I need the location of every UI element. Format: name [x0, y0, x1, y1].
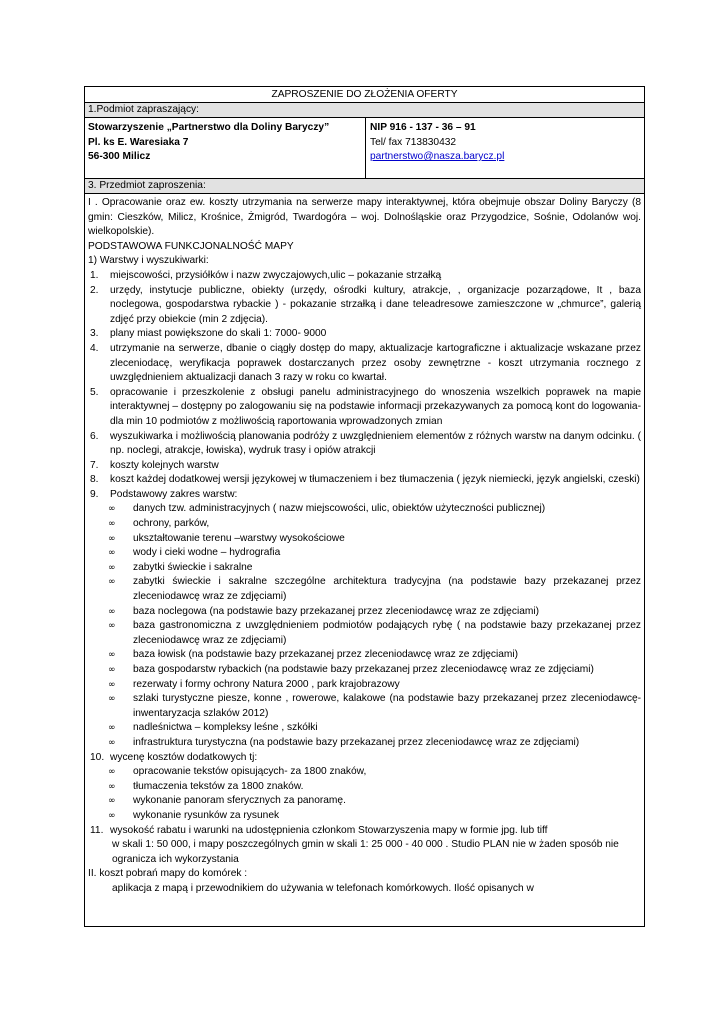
section-3-heading: 3. Przedmiot zaproszenia: — [85, 178, 644, 193]
list-number: 11. — [90, 824, 104, 836]
list-text: opracowanie i przeszkolenie z obsługi panelu administracyjnego do wnoszenia wszelkich poprawek na mapie interaktywnej – dostępny po zalogowaniu się na podstawie informacji przekazywanych za pomocą kont do logowania- dla min 10 podmiotów z możliwością raportowania wprowadzonych zmian — [110, 386, 641, 427]
list-item — [88, 459, 641, 474]
bullet-text: zabytki świeckie i sakralne — [133, 561, 253, 573]
bullet-text: tłumaczenia tekstów za 1800 znaków. — [133, 780, 304, 792]
org-street: Pl. ks E. Waresiaka 7 — [88, 136, 189, 148]
list-number: 10. — [90, 751, 105, 763]
contractor-details — [85, 117, 644, 178]
list-text: wysokość rabatu i warunki na udostępnienia członkom Stowarzyszenia mapy w formie jpg. lub tiff — [110, 824, 548, 836]
bullet-item — [88, 648, 641, 663]
list-text: koszty kolejnych warstw — [110, 459, 219, 471]
list-text: wycenę kosztów dodatkowych tj: — [110, 751, 258, 763]
bullet-text: danych tzw. administracyjnych ( nazw miejscowości, ulic, obiektów użyteczności publicznej) — [133, 503, 546, 515]
bullet-item — [88, 780, 641, 795]
offer-form-table — [84, 86, 645, 927]
email-link[interactable]: partnerstwo@nasza.barycz.pl — [370, 151, 505, 163]
infinity-bullet-icon: ∞ — [108, 562, 116, 573]
list-number: 4. — [90, 342, 99, 354]
list-item — [88, 269, 641, 284]
list-number: 7. — [90, 459, 99, 471]
list-text: utrzymanie na serwerze, dbanie o ciągły dostęp do mapy, aktualizacje kartograficzne i aktualizacje wskazane przez zleceniodacę, weryfikacja poprawek dostarczanych przez osoby zewnętrzne - koszt utrzymania rocznego z uwzględnieniem aktualizacji danach 3 razy w roku co kwartał. — [110, 342, 641, 384]
bullet-text: rezerwaty i formy ochrony Natura 2000 , park krajobrazowy — [133, 678, 400, 690]
infinity-bullet-icon: ∞ — [108, 723, 116, 734]
infinity-bullet-icon: ∞ — [108, 606, 116, 617]
bullet-text: zabytki świeckie i sakralne szczególne architektura tradycyjna (na podstawie bazy przekazanej przez zleceniodawcę wraz ze zdjęciami) — [133, 576, 641, 603]
section-1-heading: 1.Podmiot zapraszający: — [85, 102, 644, 117]
list-item — [88, 430, 641, 459]
list-number: 6. — [90, 430, 99, 442]
bullet-text: baza gospodarstw rybackich (na podstawie bazy przekazanej przez zleceniodawcę wraz ze zdjęciami) — [133, 664, 594, 675]
bullet-text: baza gastronomiczna z uwzględnieniem podmiotów podających rybę ( na podstawie bazy przekazanej przez zleceniodawcę wraz ze zdjęciami) — [133, 620, 641, 646]
bullet-text: nadleśnictwa – kompleksy leśne , szkółki — [133, 722, 318, 734]
part-2-text: aplikacja z mapą i przewodnikiem do używania w telefonach komórkowych. Ilość opisanych w — [112, 882, 534, 894]
bullet-item — [88, 619, 641, 648]
list-item-11 — [88, 824, 641, 839]
list-text: koszt każdej dodatkowej wersji językowej w tłumaczeniem i bez tłumaczenia ( język niemiecki, język angielski, czeski) — [110, 474, 640, 486]
infinity-bullet-icon: ∞ — [108, 767, 116, 778]
infinity-bullet-icon: ∞ — [108, 679, 116, 690]
item-11-continuation: w skali 1: 50 000, i mapy poszczególnych gmin w skali 1: 25 000 - 40 000 . Studio PLAN nie w żaden sposób nie ogranicza ich wykorzystania — [112, 839, 619, 865]
org-city: 56-300 Milicz — [88, 151, 151, 163]
phone-fax: Tel/ fax 713830432 — [370, 136, 457, 148]
bullet-item — [88, 517, 641, 532]
list-item — [88, 327, 641, 342]
list-number: 9. — [90, 488, 99, 500]
bullet-item — [88, 809, 641, 824]
infinity-bullet-icon: ∞ — [108, 781, 116, 792]
infinity-bullet-icon: ∞ — [108, 577, 116, 588]
bullet-item — [88, 678, 641, 693]
bullet-item — [88, 736, 641, 751]
infinity-bullet-icon: ∞ — [108, 737, 116, 748]
list-text: Podstawowy zakres warstw: — [110, 488, 238, 500]
layers-bullet-list — [88, 502, 641, 750]
infinity-bullet-icon: ∞ — [108, 504, 116, 515]
list-number: 3. — [90, 328, 99, 340]
list-text: plany miast powiększone do skali 1: 7000- 9000 — [110, 328, 327, 340]
bullet-item — [88, 502, 641, 517]
infinity-bullet-icon: ∞ — [108, 796, 116, 807]
bullet-text: infrastruktura turystyczna (na podstawie bazy przekazanej przez zleceniodawcę wraz ze zdjęciami) — [133, 736, 580, 748]
infinity-bullet-icon: ∞ — [108, 533, 116, 544]
extras-bullet-list — [88, 765, 641, 823]
intro-paragraph: I . Opracowanie oraz ew. koszty utrzymania na serwerze mapy interaktywnej, która obejmuje obszar Doliny Baryczy (8 gmin: Cieszków, Milicz, Krośnice, Żmigród, Twardogóra – woj. Dolnośląskie oraz Przygodzice, Sośnie, Odolanów woj. wielkopolskie). — [88, 197, 641, 238]
infinity-bullet-icon: ∞ — [108, 650, 116, 661]
bullet-item — [88, 692, 641, 721]
bullet-item — [88, 532, 641, 547]
list-item — [88, 342, 641, 386]
org-name: Stowarzyszenie „Partnerstwo dla Doliny Baryczy” — [88, 122, 330, 133]
list-number: 2. — [90, 284, 99, 296]
infinity-bullet-icon: ∞ — [108, 694, 116, 705]
bullet-text: wody i cieki wodne – hydrografia — [133, 547, 281, 559]
bullet-item — [88, 605, 641, 620]
bullet-item — [88, 794, 641, 809]
list-number: 5. — [90, 386, 99, 398]
contact-block — [366, 118, 644, 178]
list-text: wyszukiwarka i możliwością planowania podróży z uwzględnieniem elementów z różnych warstw na danym odcinku. ( np. noclegi, atrakcje, łowiska), wydruk trasy i opiów atrakcji — [110, 430, 641, 457]
list-item — [88, 284, 641, 328]
nip-number: NIP 916 - 137 - 36 – 91 — [370, 122, 476, 133]
bullet-text: wykonanie rysunków za rysunek — [133, 809, 280, 821]
bullet-text: wykonanie panoram sferycznych za panoramę. — [133, 795, 346, 807]
list-item-10 — [88, 751, 641, 766]
bullet-item — [88, 721, 641, 736]
list-item — [88, 488, 641, 503]
numbered-list — [88, 269, 641, 503]
part-2-heading: II. koszt pobrań mapy do komórek : — [88, 868, 248, 880]
list-number: 8. — [90, 474, 99, 486]
infinity-bullet-icon: ∞ — [108, 621, 116, 632]
document-page — [84, 86, 645, 927]
address-block — [85, 118, 366, 178]
document-title: ZAPROSZENIE DO ZŁOŻENIA OFERTY — [271, 89, 458, 100]
bullet-item — [88, 575, 641, 604]
bullet-item — [88, 561, 641, 576]
bullet-item — [88, 663, 641, 678]
bullet-text: ochrony, parków, — [133, 518, 210, 530]
section-3-body — [85, 193, 644, 926]
bullet-item — [88, 765, 641, 780]
functionality-heading: PODSTAWOWA FUNKCJONALNOŚĆ MAPY — [88, 240, 294, 252]
infinity-bullet-icon: ∞ — [108, 665, 116, 675]
bullet-item — [88, 546, 641, 561]
list-text: urzędy, instytucje publiczne, obiekty (urzędy, ośrodki kultury, atrakcje, , organizacje pozarządowe, It , baza noclegowa, gospodarstwa rybackie ) - pokazanie strzałką i dane teleadresowe zamieszczone w „chmurce”, galerią zdjęć przy obiekcie (min 2 zdjęcia). — [110, 284, 641, 325]
layers-heading: 1) Warstwy i wyszukiwarki: — [88, 255, 209, 267]
infinity-bullet-icon: ∞ — [108, 810, 116, 821]
list-item — [88, 473, 641, 488]
bullet-text: baza łowisk (na podstawie bazy przekazanej przez zleceniodawcę wraz ze zdjęciami) — [133, 649, 519, 661]
infinity-bullet-icon: ∞ — [108, 519, 116, 530]
bullet-text: baza noclegowa (na podstawie bazy przekazanej przez zleceniodawcę wraz ze zdjęciami) — [133, 605, 540, 617]
bullet-text: ukształtowanie terenu –warstwy wysokościowe — [133, 532, 345, 544]
bullet-text: opracowanie tekstów opisujących- za 1800 znaków, — [133, 766, 367, 778]
list-number: 1. — [90, 269, 99, 281]
list-text: miejscowości, przysiółków i nazw zwyczajowych,ulic – pokazanie strzałką — [110, 269, 442, 281]
infinity-bullet-icon: ∞ — [108, 548, 116, 559]
list-item — [88, 386, 641, 430]
bullet-text: szlaki turystyczne piesze, konne , rowerowe, kalakowe (na podstawie bazy przekazanej przez zleceniodawcę- inwentaryzacja szlaków 2012) — [133, 693, 641, 719]
